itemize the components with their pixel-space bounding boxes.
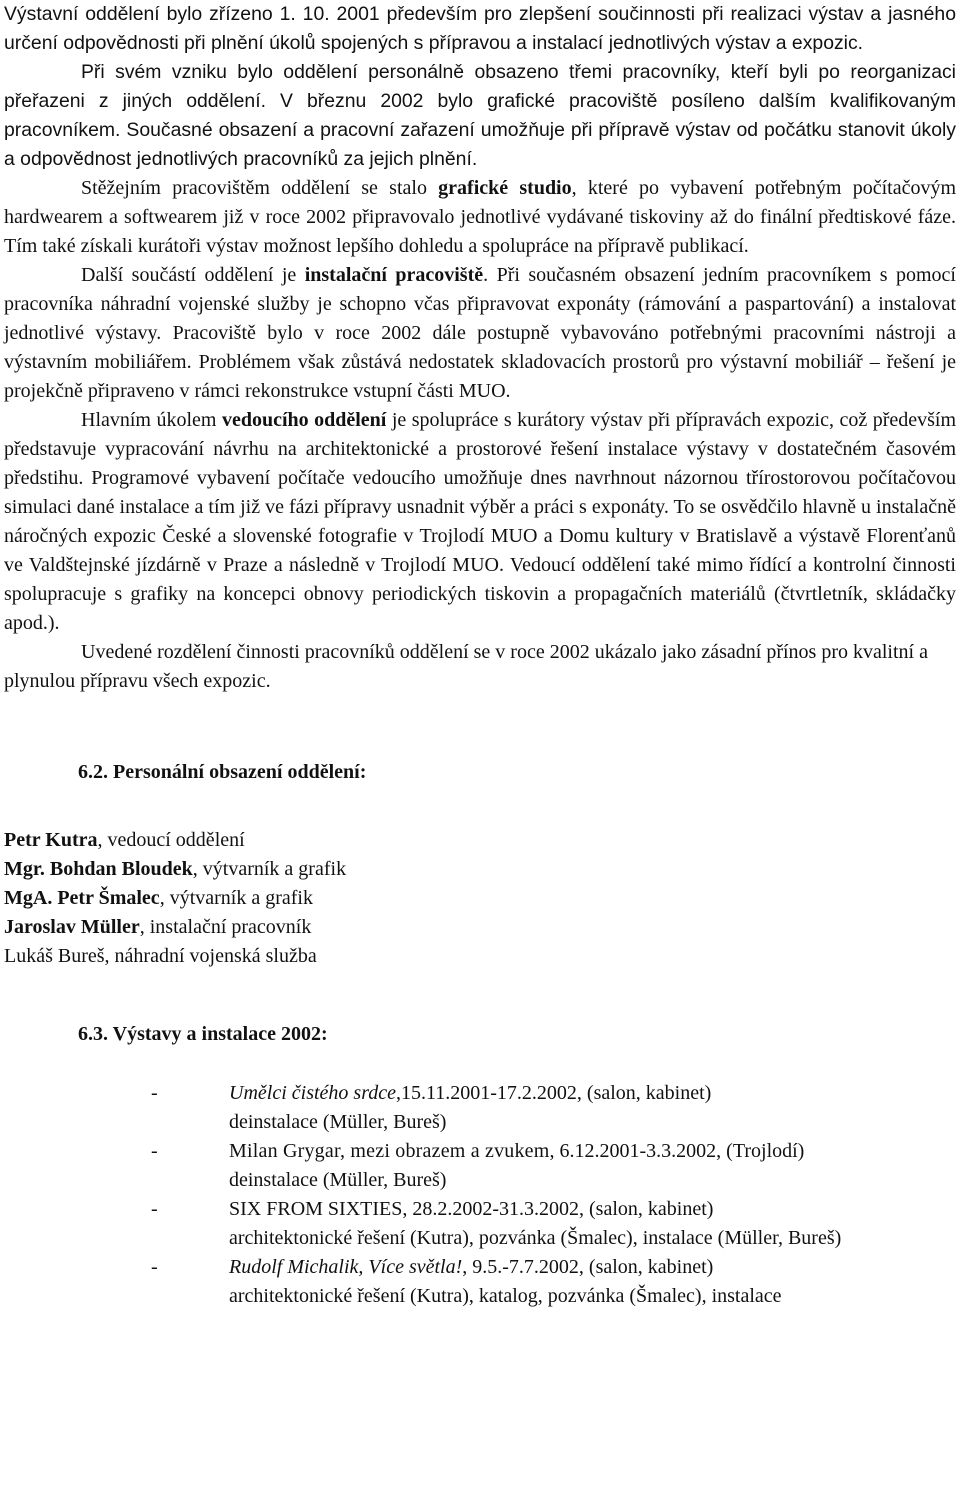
list-dash: - bbox=[151, 1140, 158, 1162]
exhibition-item bbox=[4, 1195, 956, 1253]
staff-role: , výtvarník a grafik bbox=[159, 887, 313, 909]
paragraph-4-bold-term: instalační pracoviště bbox=[304, 264, 484, 286]
exhibition-detail: deinstalace (Müller, Bureš) bbox=[229, 1111, 447, 1133]
paragraph-3-text-b: , které po vybavení potřebným počítačovým hardwearem a softwearem již v roce 2002 připravovalo jednotlivé vydávané tiskoviny až do finální předtiskové fáze. Tím také získali kurátoři výstav možnost lepšího dohledu a spolupráce na přípravě publikací. bbox=[4, 177, 957, 257]
list-dash: - bbox=[151, 1256, 158, 1278]
staff-item bbox=[4, 884, 956, 913]
staff-item bbox=[4, 826, 956, 855]
staff-item bbox=[4, 855, 956, 884]
staff-item bbox=[4, 942, 956, 971]
staff-name: Lukáš Bureš, náhradní vojenská služba bbox=[4, 945, 317, 967]
exhibition-detail: architektonické řešení (Kutra), katalog, pozvánka (Šmalec), instalace bbox=[229, 1285, 782, 1307]
exhibition-title: Rudolf Michalik, Více světla! bbox=[229, 1256, 463, 1278]
paragraph-5 bbox=[4, 406, 956, 638]
exhibition-item bbox=[4, 1253, 956, 1311]
document-page bbox=[4, 0, 956, 1311]
paragraph-1-text: Výstavní oddělení bylo zřízeno 1. 10. 2001 především pro zlepšení součinnosti při realizaci výstav a jasného určení odpovědnosti při plnění úkolů spojených s přípravou a instalací jednotlivých výstav a expozic. bbox=[4, 3, 956, 54]
list-dash: - bbox=[151, 1082, 158, 1104]
staff-name: MgA. Petr Šmalec bbox=[4, 887, 160, 909]
list-dash: - bbox=[151, 1198, 158, 1220]
paragraph-6 bbox=[4, 638, 956, 696]
paragraph-4-text-b: . Při současném obsazení jedním pracovníkem s pomocí pracovníka náhradní vojenské služby je schopno včas připravovat exponáty (rámování a paspartování) a instalovat jednotlivé výstavy. Pracoviště bylo v roce 2002 dále postupně vybavováno potřebnými pracovními nástroji a výstavním mobiliářem. Problémem však zůstává nedostatek skladovacích prostorů pro výstavní mobiliář – řešení je projekčně připraveno v rámci rekonstrukce vstupní části MUO. bbox=[4, 264, 956, 402]
exhibition-detail: deinstalace (Müller, Bureš) bbox=[229, 1169, 447, 1191]
staff-role: , výtvarník a grafik bbox=[192, 858, 347, 880]
paragraph-3-bold-term: grafické studio bbox=[438, 177, 572, 199]
exhibition-dates: , 28.2.2002-31.3.2002, (salon, kabinet) bbox=[402, 1198, 714, 1220]
staff-role: , vedoucí oddělení bbox=[97, 829, 245, 851]
paragraph-3-text-a: Stěžejním pracovištěm oddělení se stalo bbox=[81, 177, 439, 199]
paragraph-6-text: Uvedené rozdělení činnosti pracovníků oddělení se v roce 2002 ukázalo jako zásadní přínos pro kvalitní a plynulou přípravu všech expozic. bbox=[4, 641, 928, 692]
exhibition-detail: architektonické řešení (Kutra), pozvánka (Šmalec), instalace (Müller, Bureš) bbox=[229, 1227, 842, 1249]
paragraph-5-bold-term: vedoucího oddělení bbox=[221, 409, 387, 431]
paragraph-3 bbox=[4, 174, 956, 261]
exhibition-item bbox=[4, 1079, 956, 1137]
exhibitions-heading: 6.3. Výstavy a instalace 2002: bbox=[78, 1023, 328, 1045]
paragraph-2-text: Při svém vzniku bylo oddělení personálně obsazeno třemi pracovníky, kteří byli po reorganizaci přeřazeni z jiných oddělení. V březnu 2002 bylo grafické pracoviště posíleno dalším kvalifikovaným pracovníkem. Současné obsazení a pracovní zařazení umožňuje při přípravě výstav od počátku stanovit úkoly a odpovědnost jednotlivých pracovníků za jejich plnění. bbox=[4, 61, 956, 170]
exhibition-title: Umělci čistého srdce bbox=[229, 1082, 396, 1104]
exhibition-dates: , 9.5.-7.7.2002, (salon, kabinet) bbox=[462, 1256, 714, 1278]
staff-list bbox=[4, 826, 956, 971]
paragraph-4-text-a: Další součástí oddělení je bbox=[81, 264, 305, 286]
exhibition-dates: ,15.11.2001-17.2.2002, (salon, kabinet) bbox=[395, 1082, 712, 1104]
staff-name: Petr Kutra bbox=[4, 829, 98, 851]
exhibition-title: SIX FROM SIXTIES bbox=[229, 1198, 403, 1220]
exhibition-title: Milan Grygar, mezi obrazem a zvukem bbox=[229, 1140, 550, 1162]
staff-role: , instalační pracovník bbox=[139, 916, 312, 938]
staff-item bbox=[4, 913, 956, 942]
staff-heading: 6.2. Personální obsazení oddělení: bbox=[78, 761, 367, 783]
exhibition-list bbox=[4, 1079, 956, 1311]
paragraph-2 bbox=[4, 58, 956, 174]
staff-name: Jaroslav Müller bbox=[4, 916, 140, 938]
exhibition-dates: , 6.12.2001-3.3.2002, (Trojlodí) bbox=[549, 1140, 805, 1162]
paragraph-1 bbox=[4, 0, 956, 58]
paragraph-4 bbox=[4, 261, 956, 406]
exhibition-item bbox=[4, 1137, 956, 1195]
paragraph-5-text-a: Hlavním úkolem bbox=[81, 409, 222, 431]
staff-name: Mgr. Bohdan Bloudek bbox=[4, 858, 193, 880]
paragraph-5-text-b: je spolupráce s kurátory výstav při přípravách expozic, což především představuje vypracování návrhu na architektonické a prostorové řešení instalace výstavy v dostatečném časovém předstihu. Programové vybavení počítače vedoucího umožňuje dnes navrhnout názornou třírostorovou počítačovou simulaci dané instalace a tím již ve fázi přípravy usnadnit výběr a práci s exponáty. To se osvědčilo hlavně u instalačně náročných expozic České a slovenské fotografie v Trojlodí MUO a Domu kultury v Bratislavě a výstavě Florenťanů ve Valdštejnské jízdárně v Praze a následně v Trojlodí MUO. Vedoucí oddělení také mimo řídící a kontrolní činnosti spolupracuje s grafiky na koncepci obnovy periodických tiskovin a propagačních materiálů (čtvrtletník, skládačky apod.). bbox=[4, 409, 956, 634]
